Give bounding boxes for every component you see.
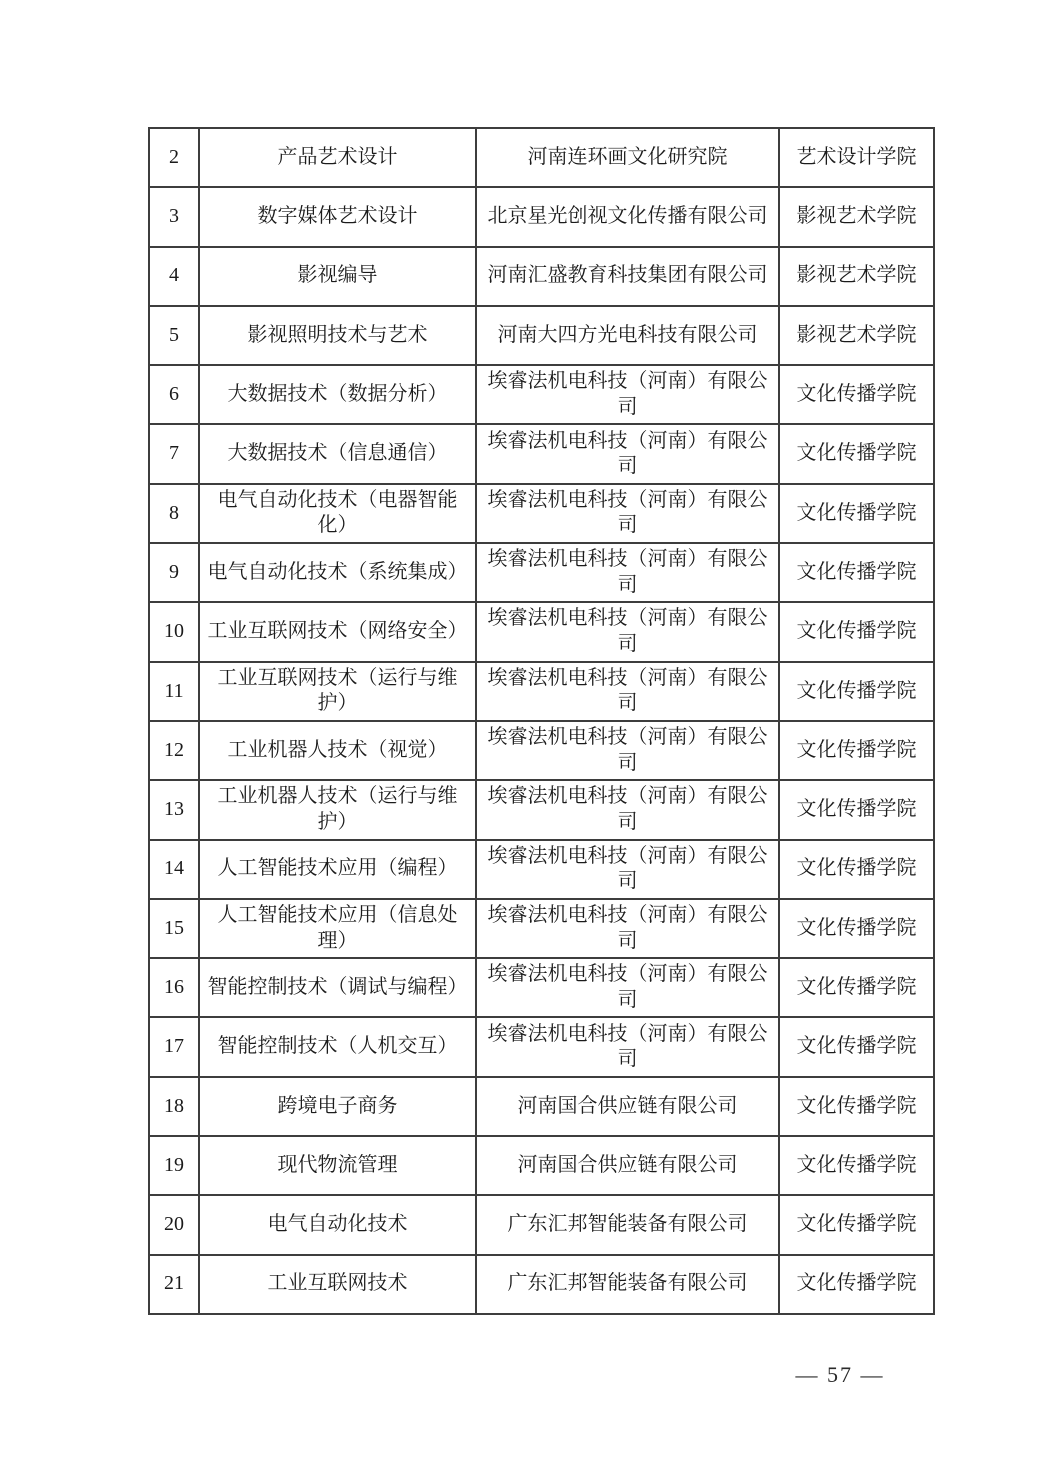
cell-company: 河南连环画文化研究院 [476, 128, 779, 187]
cell-no: 2 [149, 128, 199, 187]
cell-college: 文化传播学院 [779, 602, 934, 661]
cell-major: 电气自动化技术（电器智能化） [199, 484, 476, 543]
page-number: — 57 — [795, 1362, 885, 1387]
cell-college: 文化传播学院 [779, 958, 934, 1017]
cell-college: 文化传播学院 [779, 1017, 934, 1076]
cell-no: 6 [149, 365, 199, 424]
table-row [149, 128, 934, 187]
table-row [149, 187, 934, 246]
cell-company: 河南大四方光电科技有限公司 [476, 306, 779, 365]
cell-company: 埃睿法机电科技（河南）有限公司 [476, 958, 779, 1017]
cell-company: 埃睿法机电科技（河南）有限公司 [476, 899, 779, 958]
cell-major: 工业机器人技术（运行与维护） [199, 780, 476, 839]
cell-college: 文化传播学院 [779, 1077, 934, 1136]
table-row [149, 1136, 934, 1195]
cell-company: 河南汇盛教育科技集团有限公司 [476, 247, 779, 306]
cell-company: 河南国合供应链有限公司 [476, 1077, 779, 1136]
cell-major: 现代物流管理 [199, 1136, 476, 1195]
cell-major: 产品艺术设计 [199, 128, 476, 187]
table-body [149, 128, 934, 1314]
table-row [149, 780, 934, 839]
cell-no: 14 [149, 840, 199, 899]
cell-major: 大数据技术（数据分析） [199, 365, 476, 424]
cell-no: 21 [149, 1255, 199, 1314]
cell-major: 数字媒体艺术设计 [199, 187, 476, 246]
cell-college: 文化传播学院 [779, 1136, 934, 1195]
cell-company: 埃睿法机电科技（河南）有限公司 [476, 840, 779, 899]
cell-major: 工业互联网技术（运行与维护） [199, 662, 476, 721]
cell-major: 人工智能技术应用（信息处理） [199, 899, 476, 958]
cell-college: 文化传播学院 [779, 365, 934, 424]
cell-college: 文化传播学院 [779, 899, 934, 958]
cell-major: 工业机器人技术（视觉） [199, 721, 476, 780]
cell-no: 18 [149, 1077, 199, 1136]
cell-no: 11 [149, 662, 199, 721]
cell-company: 埃睿法机电科技（河南）有限公司 [476, 1017, 779, 1076]
table-row [149, 247, 934, 306]
majors-table [148, 127, 935, 1315]
cell-company: 广东汇邦智能装备有限公司 [476, 1195, 779, 1254]
table-row [149, 306, 934, 365]
cell-company: 北京星光创视文化传播有限公司 [476, 187, 779, 246]
table-row [149, 662, 934, 721]
cell-company: 埃睿法机电科技（河南）有限公司 [476, 602, 779, 661]
cell-major: 电气自动化技术 [199, 1195, 476, 1254]
cell-college: 艺术设计学院 [779, 128, 934, 187]
cell-no: 15 [149, 899, 199, 958]
cell-no: 5 [149, 306, 199, 365]
cell-college: 影视艺术学院 [779, 187, 934, 246]
cell-company: 埃睿法机电科技（河南）有限公司 [476, 543, 779, 602]
cell-major: 大数据技术（信息通信） [199, 424, 476, 483]
cell-major: 智能控制技术（调试与编程） [199, 958, 476, 1017]
table-row [149, 1195, 934, 1254]
table-row [149, 840, 934, 899]
cell-major: 工业互联网技术 [199, 1255, 476, 1314]
cell-company: 埃睿法机电科技（河南）有限公司 [476, 662, 779, 721]
cell-company: 河南国合供应链有限公司 [476, 1136, 779, 1195]
cell-college: 文化传播学院 [779, 424, 934, 483]
cell-major: 电气自动化技术（系统集成） [199, 543, 476, 602]
cell-no: 3 [149, 187, 199, 246]
cell-no: 20 [149, 1195, 199, 1254]
cell-college: 影视艺术学院 [779, 306, 934, 365]
table-row [149, 424, 934, 483]
table-row [149, 721, 934, 780]
cell-college: 文化传播学院 [779, 1195, 934, 1254]
cell-college: 影视艺术学院 [779, 247, 934, 306]
cell-college: 文化传播学院 [779, 780, 934, 839]
cell-major: 影视照明技术与艺术 [199, 306, 476, 365]
table-row [149, 602, 934, 661]
table-row [149, 484, 934, 543]
cell-no: 8 [149, 484, 199, 543]
cell-major: 工业互联网技术（网络安全） [199, 602, 476, 661]
cell-college: 文化传播学院 [779, 721, 934, 780]
cell-college: 文化传播学院 [779, 662, 934, 721]
cell-company: 埃睿法机电科技（河南）有限公司 [476, 365, 779, 424]
table-row [149, 1255, 934, 1314]
cell-company: 广东汇邦智能装备有限公司 [476, 1255, 779, 1314]
cell-no: 12 [149, 721, 199, 780]
cell-no: 19 [149, 1136, 199, 1195]
cell-college: 文化传播学院 [779, 840, 934, 899]
cell-college: 文化传播学院 [779, 543, 934, 602]
cell-company: 埃睿法机电科技（河南）有限公司 [476, 424, 779, 483]
table-row [149, 365, 934, 424]
table-row [149, 1017, 934, 1076]
cell-no: 4 [149, 247, 199, 306]
table-row [149, 958, 934, 1017]
cell-no: 9 [149, 543, 199, 602]
table-row [149, 543, 934, 602]
cell-no: 17 [149, 1017, 199, 1076]
cell-no: 10 [149, 602, 199, 661]
cell-company: 埃睿法机电科技（河南）有限公司 [476, 721, 779, 780]
table-row [149, 899, 934, 958]
cell-no: 13 [149, 780, 199, 839]
cell-major: 影视编导 [199, 247, 476, 306]
cell-college: 文化传播学院 [779, 1255, 934, 1314]
cell-no: 7 [149, 424, 199, 483]
cell-no: 16 [149, 958, 199, 1017]
cell-major: 跨境电子商务 [199, 1077, 476, 1136]
cell-major: 人工智能技术应用（编程） [199, 840, 476, 899]
cell-company: 埃睿法机电科技（河南）有限公司 [476, 780, 779, 839]
cell-company: 埃睿法机电科技（河南）有限公司 [476, 484, 779, 543]
cell-major: 智能控制技术（人机交互） [199, 1017, 476, 1076]
cell-college: 文化传播学院 [779, 484, 934, 543]
table-row [149, 1077, 934, 1136]
